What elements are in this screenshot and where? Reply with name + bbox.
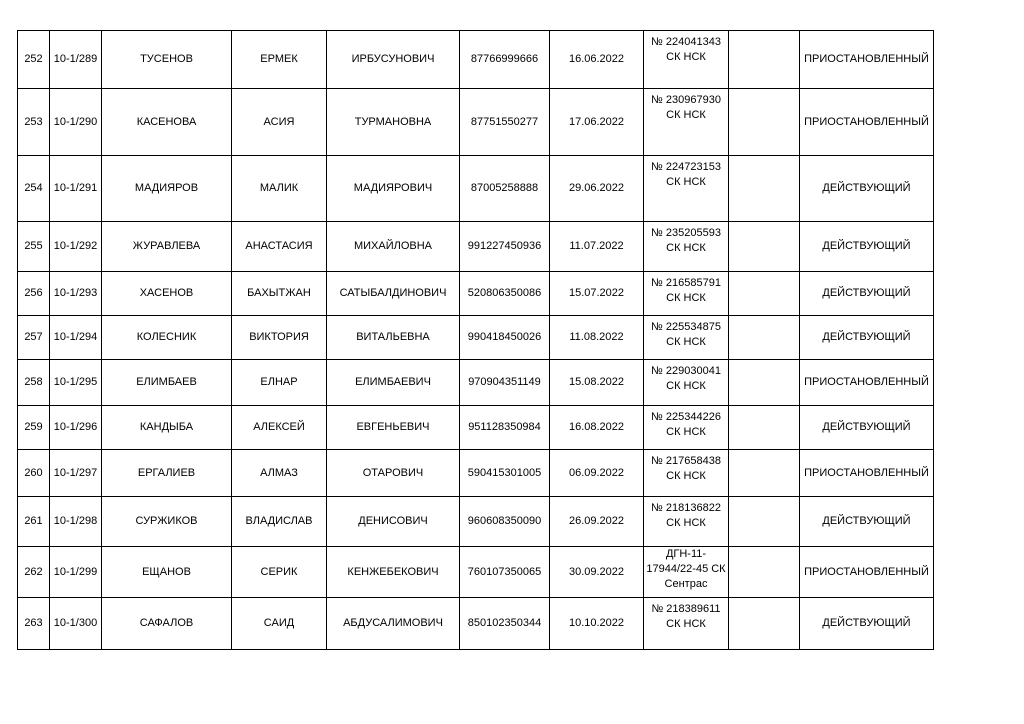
cell-last-name: КОЛЕСНИК	[102, 316, 232, 360]
cell-first-name: БАХЫТЖАН	[232, 272, 327, 316]
cell-status: ПРИОСТАНОВЛЕННЫЙ	[800, 89, 934, 156]
table-row	[18, 156, 934, 222]
cell-empty	[729, 222, 800, 272]
cell-registry-code: 10-1/289	[50, 31, 102, 89]
cell-empty	[729, 497, 800, 547]
cell-date: 10.10.2022	[550, 598, 644, 650]
cell-phone-iin: 87766999666	[460, 31, 550, 89]
policy-text: № 225534875 СК НСК	[651, 321, 721, 348]
cell-registry-code: 10-1/294	[50, 316, 102, 360]
policy-text: № 229030041 СК НСК	[651, 365, 721, 392]
cell-patronymic: МАДИЯРОВИЧ	[327, 156, 460, 222]
cell-registry-code: 10-1/291	[50, 156, 102, 222]
cell-policy	[644, 156, 729, 222]
cell-last-name: ЕЛИМБАЕВ	[102, 360, 232, 406]
cell-status: ПРИОСТАНОВЛЕННЫЙ	[800, 31, 934, 89]
table-row	[18, 31, 934, 89]
cell-row-number: 254	[18, 156, 50, 222]
cell-last-name: САФАЛОВ	[102, 598, 232, 650]
cell-empty	[729, 156, 800, 222]
table-row	[18, 450, 934, 497]
cell-empty	[729, 31, 800, 89]
cell-patronymic: КЕНЖЕБЕКОВИЧ	[327, 547, 460, 598]
cell-last-name: ЕЩАНОВ	[102, 547, 232, 598]
cell-last-name: МАДИЯРОВ	[102, 156, 232, 222]
cell-status: ПРИОСТАНОВЛЕННЫЙ	[800, 450, 934, 497]
cell-phone-iin: 960608350090	[460, 497, 550, 547]
cell-phone-iin: 590415301005	[460, 450, 550, 497]
cell-date: 30.09.2022	[550, 547, 644, 598]
cell-empty	[729, 360, 800, 406]
policy-text: ДГН-11- 17944/22-45 СК Сентрас	[646, 548, 726, 590]
table-row	[18, 222, 934, 272]
cell-last-name: ЖУРАВЛЕВА	[102, 222, 232, 272]
cell-date: 17.06.2022	[550, 89, 644, 156]
policy-text: № 224723153 СК НСК	[651, 161, 721, 188]
cell-status: ДЕЙСТВУЮЩИЙ	[800, 497, 934, 547]
cell-row-number: 260	[18, 450, 50, 497]
registry-table	[17, 30, 934, 650]
policy-text: № 218136822 СК НСК	[651, 502, 721, 529]
cell-date: 26.09.2022	[550, 497, 644, 547]
cell-policy	[644, 31, 729, 89]
cell-first-name: САИД	[232, 598, 327, 650]
cell-row-number: 256	[18, 272, 50, 316]
cell-patronymic: МИХАЙЛОВНА	[327, 222, 460, 272]
cell-registry-code: 10-1/300	[50, 598, 102, 650]
cell-empty	[729, 598, 800, 650]
cell-registry-code: 10-1/297	[50, 450, 102, 497]
cell-registry-code: 10-1/296	[50, 406, 102, 450]
cell-date: 16.08.2022	[550, 406, 644, 450]
cell-date: 16.06.2022	[550, 31, 644, 89]
cell-last-name: ТУСЕНОВ	[102, 31, 232, 89]
cell-phone-iin: 87751550277	[460, 89, 550, 156]
cell-policy	[644, 406, 729, 450]
cell-phone-iin: 760107350065	[460, 547, 550, 598]
policy-text: № 225344226 СК НСК	[651, 411, 721, 438]
cell-empty	[729, 450, 800, 497]
cell-row-number: 258	[18, 360, 50, 406]
cell-date: 15.08.2022	[550, 360, 644, 406]
cell-phone-iin: 990418450026	[460, 316, 550, 360]
cell-policy	[644, 316, 729, 360]
cell-row-number: 263	[18, 598, 50, 650]
cell-date: 11.07.2022	[550, 222, 644, 272]
cell-empty	[729, 547, 800, 598]
cell-row-number: 255	[18, 222, 50, 272]
cell-empty	[729, 316, 800, 360]
table-row	[18, 89, 934, 156]
cell-first-name: АЛМАЗ	[232, 450, 327, 497]
policy-text: № 235205593 СК НСК	[651, 227, 721, 254]
cell-policy	[644, 272, 729, 316]
cell-date: 11.08.2022	[550, 316, 644, 360]
table-row	[18, 497, 934, 547]
cell-policy	[644, 89, 729, 156]
cell-empty	[729, 272, 800, 316]
cell-first-name: ВЛАДИСЛАВ	[232, 497, 327, 547]
cell-last-name: ЕРГАЛИЕВ	[102, 450, 232, 497]
cell-last-name: КАСЕНОВА	[102, 89, 232, 156]
cell-policy	[644, 547, 729, 598]
cell-first-name: АЛЕКСЕЙ	[232, 406, 327, 450]
cell-row-number: 252	[18, 31, 50, 89]
cell-date: 29.06.2022	[550, 156, 644, 222]
cell-registry-code: 10-1/292	[50, 222, 102, 272]
cell-status: ДЕЙСТВУЮЩИЙ	[800, 316, 934, 360]
policy-text: № 216585791 СК НСК	[651, 277, 721, 304]
cell-patronymic: ЕВГЕНЬЕВИЧ	[327, 406, 460, 450]
cell-patronymic: АБДУСАЛИМОВИЧ	[327, 598, 460, 650]
table-row	[18, 547, 934, 598]
cell-date: 06.09.2022	[550, 450, 644, 497]
table-row	[18, 406, 934, 450]
cell-last-name: ХАСЕНОВ	[102, 272, 232, 316]
cell-patronymic: САТЫБАЛДИНОВИЧ	[327, 272, 460, 316]
cell-patronymic: ДЕНИСОВИЧ	[327, 497, 460, 547]
table-row	[18, 272, 934, 316]
cell-row-number: 253	[18, 89, 50, 156]
cell-row-number: 257	[18, 316, 50, 360]
policy-text: № 217658438 СК НСК	[651, 455, 721, 482]
table-row	[18, 316, 934, 360]
table-row	[18, 598, 934, 650]
cell-registry-code: 10-1/298	[50, 497, 102, 547]
cell-patronymic: ТУРМАНОВНА	[327, 89, 460, 156]
policy-text: № 230967930 СК НСК	[651, 94, 721, 121]
cell-row-number: 261	[18, 497, 50, 547]
cell-phone-iin: 520806350086	[460, 272, 550, 316]
table-body	[18, 31, 934, 650]
cell-patronymic: ВИТАЛЬЕВНА	[327, 316, 460, 360]
cell-first-name: МАЛИК	[232, 156, 327, 222]
cell-phone-iin: 991227450936	[460, 222, 550, 272]
cell-first-name: СЕРИК	[232, 547, 327, 598]
cell-phone-iin: 87005258888	[460, 156, 550, 222]
cell-last-name: СУРЖИКОВ	[102, 497, 232, 547]
cell-empty	[729, 406, 800, 450]
cell-policy	[644, 450, 729, 497]
cell-phone-iin: 951128350984	[460, 406, 550, 450]
cell-policy	[644, 598, 729, 650]
cell-first-name: ЕЛНАР	[232, 360, 327, 406]
table-row	[18, 360, 934, 406]
cell-first-name: АНАСТАСИЯ	[232, 222, 327, 272]
cell-first-name: ВИКТОРИЯ	[232, 316, 327, 360]
cell-status: ДЕЙСТВУЮЩИЙ	[800, 156, 934, 222]
cell-status: ПРИОСТАНОВЛЕННЫЙ	[800, 360, 934, 406]
cell-phone-iin: 850102350344	[460, 598, 550, 650]
cell-status: ДЕЙСТВУЮЩИЙ	[800, 598, 934, 650]
cell-patronymic: ЕЛИМБАЕВИЧ	[327, 360, 460, 406]
cell-policy	[644, 497, 729, 547]
cell-empty	[729, 89, 800, 156]
cell-patronymic: ОТАРОВИЧ	[327, 450, 460, 497]
cell-row-number: 259	[18, 406, 50, 450]
cell-row-number: 262	[18, 547, 50, 598]
cell-last-name: КАНДЫБА	[102, 406, 232, 450]
cell-patronymic: ИРБУСУНОВИЧ	[327, 31, 460, 89]
policy-text: № 224041343 СК НСК	[651, 36, 721, 63]
cell-status: ДЕЙСТВУЮЩИЙ	[800, 406, 934, 450]
cell-first-name: АСИЯ	[232, 89, 327, 156]
policy-text: № 218389611 СК НСК	[651, 603, 721, 630]
cell-policy	[644, 360, 729, 406]
cell-registry-code: 10-1/295	[50, 360, 102, 406]
cell-status: ДЕЙСТВУЮЩИЙ	[800, 272, 934, 316]
cell-date: 15.07.2022	[550, 272, 644, 316]
cell-registry-code: 10-1/299	[50, 547, 102, 598]
cell-status: ДЕЙСТВУЮЩИЙ	[800, 222, 934, 272]
cell-status: ПРИОСТАНОВЛЕННЫЙ	[800, 547, 934, 598]
cell-registry-code: 10-1/290	[50, 89, 102, 156]
cell-first-name: ЕРМЕК	[232, 31, 327, 89]
cell-policy	[644, 222, 729, 272]
cell-registry-code: 10-1/293	[50, 272, 102, 316]
cell-phone-iin: 970904351149	[460, 360, 550, 406]
